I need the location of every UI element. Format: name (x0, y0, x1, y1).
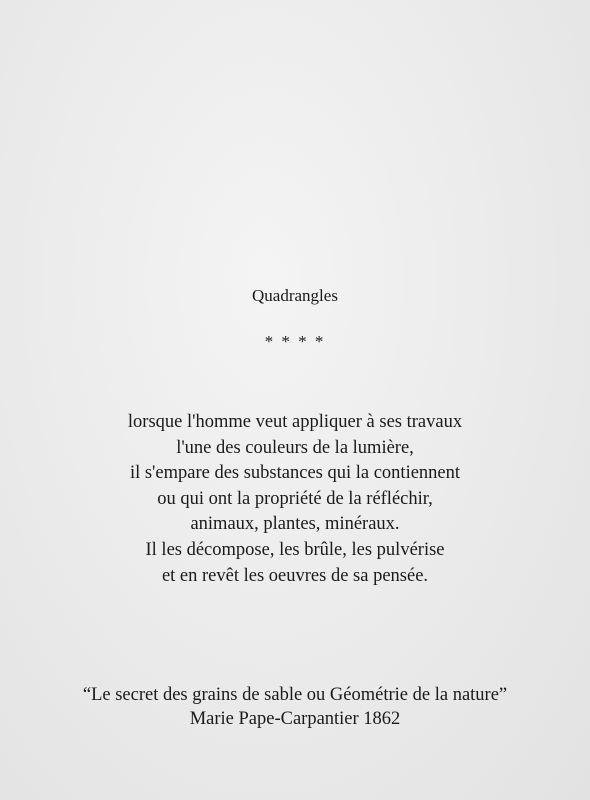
poem-line: et en revêt les oeuvres de sa pensée. (161, 565, 429, 586)
poem-line: il s'empare des substances qui la contiennent (129, 463, 461, 484)
citation-source: “Le secret des grains de sable ou Géométrie de la nature” (82, 685, 508, 705)
poem-line: animaux, plantes, minéraux. (190, 514, 400, 535)
poem-stanza (0, 410, 590, 589)
citation-block (0, 683, 590, 731)
poem-line: ou qui ont la propriété de la réfléchir, (157, 488, 433, 509)
asterisk-separator: * * * * (264, 332, 326, 351)
poem-line: l'une des couleurs de la lumière, (176, 437, 414, 458)
poem-line: Il les décompose, les brûle, les pulvérise (145, 539, 445, 560)
citation-author: Marie Pape-Carpantier 1862 (189, 709, 401, 729)
poem-line: lorsque l'homme veut appliquer à ses travaux (127, 412, 463, 432)
page-title: Quadrangles (252, 286, 338, 305)
